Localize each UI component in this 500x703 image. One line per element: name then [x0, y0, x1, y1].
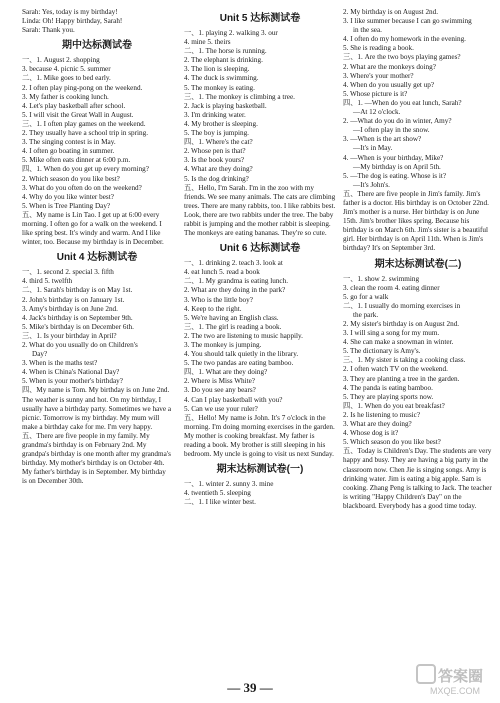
- answer-line: 一、1. playing 2. walking 3. our: [184, 29, 278, 37]
- answer-line: 4. My brother is sleeping.: [184, 119, 258, 128]
- answer-line: 5. They are playing sports now.: [343, 392, 434, 401]
- page-number: — 39 —: [227, 680, 273, 695]
- answer-line: 二、1. I like winter best.: [184, 498, 256, 507]
- final1-answers: [184, 480, 336, 507]
- answer-line: 4. —When is your birthday, Mike?: [343, 153, 444, 162]
- answer-line: 四、1. When do you eat breakfast?: [343, 401, 445, 410]
- midterm-answers: [22, 56, 172, 211]
- answer-line: 3. The singing contest is in May.: [22, 138, 116, 147]
- answer-line: 5. Which season do you like best?: [343, 438, 441, 447]
- column-middle: [184, 8, 336, 508]
- watermark-logo: [416, 663, 494, 697]
- answer-line: the park.: [353, 310, 379, 319]
- answer-line: —It's in May.: [353, 144, 393, 153]
- answer-line: Day?: [32, 350, 48, 359]
- answer-line: 5. —The dog is eating. Whose is it?: [343, 171, 447, 180]
- answer-line: 5. The two pandas are eating bamboo.: [184, 359, 294, 368]
- answer-line: 二、1. Sarah's birthday is on May 1st.: [22, 286, 133, 295]
- answer-line: 3. Who is the little boy?: [184, 295, 253, 304]
- unit4-passage: 四、My name is Tom. My birthday is on June 2nd. The weather is sunny and hot. On my birthday, I usually have a birthday party. Sometimes we have a picnic. Tomorrow is my birthday. My mum will make a birthday cake for me. I'm very happy.: [22, 386, 172, 431]
- answer-line: 5. Mike often eats dinner at 6:00 p.m.: [22, 156, 131, 165]
- answer-line: 2. Where is Miss White?: [184, 377, 255, 386]
- answer-line: 2. The two are listening to music happily.: [184, 331, 303, 340]
- answer-line: 二、1. My grandma is eating lunch.: [184, 277, 289, 286]
- answer-line: 4. mine 5. theirs: [184, 38, 231, 47]
- answer-line: Sarah: Thank you.: [22, 26, 75, 35]
- answer-line: 4. eat lunch 5. read a book: [184, 268, 260, 277]
- answer-line: 4. Keep to the right.: [184, 304, 242, 313]
- answer-line: 3. I'm drinking water.: [184, 110, 246, 119]
- dialogue-lines: [22, 8, 172, 35]
- svg-text:答案圈: 答案圈: [438, 668, 484, 685]
- final2-passage: 五、Today is Children's Day. The students are very happy and busy. They are having a big party in the classroom now. Chen Jie is singing songs. Amy is drinking water. Jim is eating a big apple. Sam is cooking. Zhang Peng is talking to Jack. The teacher is writing "Happy Children's Day" on the blackboard. Everybody has a good time today.: [343, 447, 492, 510]
- answer-line: 4. Whose dog is it?: [343, 429, 399, 438]
- answer-line: 2. I often play ping-pong on the weekend.: [22, 83, 143, 92]
- answer-line: 三、1. My sister is taking a cooking class.: [343, 356, 466, 365]
- answer-line: —I often play in the snow.: [353, 126, 430, 135]
- answer-line: 4. The panda is eating bamboo.: [343, 383, 433, 392]
- answer-line: 3. I will sing a song for my mum.: [343, 329, 440, 338]
- answer-line: 2. Which season do you like best?: [22, 174, 120, 183]
- answer-line: 三、1. The girl is reading a book.: [184, 322, 282, 331]
- answer-line: 5. Whose picture is it?: [343, 89, 408, 98]
- final1-passage: 五、There are five people in Jim's family. Jim's father is a doctor. His birthday is on October 22nd. Jim's mother is a nurse. Her birthday is on June 15th. Jim's brother likes spring. Because his birthday is on March 6th. Jim's sister is a beautiful girl. Her birthday is on April 11th. When is Jim's birthday? It's on September 3rd.: [343, 189, 489, 253]
- unit5-passage: 五、Hello, I'm Sarah. I'm in the zoo with my friends. We see many animals. The cats are climbing trees. There are many rabbits, too. I like rabbits best. Look, there are two rabbits under the tree. The baby rabbit is jumping and the mother rabbit is sleeping. The monkeys are eating bananas. They're so cute.: [184, 183, 336, 238]
- unit5-answers: [184, 29, 336, 184]
- answer-line: 5. The dictionary is Amy's.: [343, 347, 421, 356]
- column-left: [22, 8, 172, 487]
- answer-line: Sarah: Yes, today is my birthday!: [22, 8, 118, 16]
- unit4-passage-2: 五、There are five people in my family. My grandma's birthday is on February 2nd. My grandpa's birthday is one month after my grandma's birthday. My mother's birthday is on October 4th. My father's birthday is in September. My birthday is on December 30th.: [22, 431, 171, 486]
- answer-line: 4. You should talk quietly in the library.: [184, 350, 299, 359]
- answer-line: 3. Do you see any bears?: [184, 386, 256, 395]
- answer-line: 5. She is reading a book.: [343, 44, 414, 53]
- answer-line: 5. We're having an English class.: [184, 313, 279, 322]
- answer-line: 4. third 5. twelfth: [22, 277, 73, 286]
- answer-line: 一、1. August 2. shopping: [22, 56, 100, 65]
- answer-line: 5. When is Tree Planting Day?: [22, 201, 111, 210]
- answer-line: 2. John's birthday is on January 1st.: [22, 295, 125, 304]
- answer-line: Linda: Oh! Happy birthday, Sarah!: [22, 17, 123, 26]
- answer-line: 二、1. Mike goes to bed early.: [22, 74, 111, 83]
- answer-line: 4. What are they doing?: [184, 165, 253, 174]
- answer-line: 4. Jack's birthday is on September 9th.: [22, 313, 133, 322]
- answer-line: 3. When is the maths test?: [22, 359, 98, 368]
- answer-line: 4. Let's play basketball after school.: [22, 101, 126, 110]
- answer-line: 3. What are they doing?: [343, 420, 412, 429]
- answer-line: 5. The boy is jumping.: [184, 129, 249, 138]
- answer-line: 5. Is the dog drinking?: [184, 174, 249, 183]
- answer-line: 5. I will visit the Great Wall in August.: [22, 110, 134, 119]
- answer-line: 2. What are they doing in the park?: [184, 286, 286, 295]
- answer-line: 4. The duck is swimming.: [184, 74, 259, 83]
- unit4-answers: [22, 268, 172, 386]
- answer-line: 2. —What do you do in winter, Amy?: [343, 117, 452, 126]
- answer-line: 2. My sister's birthday is on August 2nd.: [343, 320, 460, 328]
- svg-text:MXQE.COM: MXQE.COM: [430, 686, 481, 696]
- answer-line: 4. I often do my homework in the evening.: [343, 35, 466, 44]
- answer-line: in the sea.: [353, 26, 382, 35]
- answer-line: 一、1. winter 2. sunny 3. mine: [184, 480, 274, 489]
- answer-line: 2. Jack is playing basketball.: [184, 101, 267, 110]
- answer-line: 四、1. Where's the cat?: [184, 138, 253, 147]
- final2-answers: [343, 275, 493, 448]
- answer-line: 四、1. When do you get up every morning?: [22, 165, 149, 174]
- unit5-heading: Unit 5 达标测试卷: [219, 13, 301, 24]
- answer-line: 3. —When is the art show?: [343, 135, 422, 144]
- answer-line: 5. Can we use your ruler?: [184, 404, 258, 413]
- answer-line: 2. What are the monkeys doing?: [343, 62, 436, 71]
- answer-line: 4. She can make a snowman in winter.: [343, 338, 454, 347]
- answer-line: 3. Is the book yours?: [184, 156, 245, 165]
- answer-line: 5. When is your mother's birthday?: [22, 377, 123, 386]
- answer-line: 5. Mike's birthday is on December 6th.: [22, 322, 134, 331]
- answer-line: 2. My birthday is on August 2nd.: [343, 8, 439, 16]
- answer-line: 3. because 4. picnic 5. summer: [22, 65, 111, 74]
- answer-line: 三、1. The monkey is climbing a tree.: [184, 92, 295, 101]
- column-right: [343, 8, 493, 511]
- answer-line: 2. They usually have a school trip in spring.: [22, 129, 149, 138]
- answer-line: 4. Why do you like winter best?: [22, 192, 114, 201]
- answer-line: 二、1. I usually do morning exercises in: [343, 301, 461, 310]
- answer-line: 三、1. Are the two boys playing games?: [343, 53, 461, 62]
- answer-line: 3. I like summer because I can go swimming: [343, 17, 472, 26]
- unit6-heading: Unit 6 达标测试卷: [219, 243, 301, 255]
- answer-line: 5. The monkey is eating.: [184, 83, 255, 92]
- answer-line: 5. go for a walk: [343, 292, 389, 301]
- answer-line: —It's John's.: [353, 180, 390, 189]
- answer-line: 一、1. show 2. swimming: [343, 274, 420, 283]
- answer-line: —At 12 o'clock.: [353, 108, 401, 117]
- answer-line: 2. Is he listening to music?: [343, 410, 421, 419]
- answer-line: 4. When is China's National Day?: [22, 368, 120, 377]
- answer-line: 一、1. second 2. special 3. fifth: [22, 268, 114, 277]
- answer-line: 4. When do you usually get up?: [343, 80, 435, 89]
- answer-line: 3. Where's your mother?: [343, 71, 414, 80]
- answer-line: 2. Whose pen is that?: [184, 147, 246, 156]
- answer-line: 二、1. The horse is running.: [184, 47, 267, 56]
- answer-line: 2. I often watch TV on the weekend.: [343, 365, 448, 374]
- answer-line: 四、1. —When do you eat lunch, Sarah?: [343, 98, 462, 107]
- answer-line: 3. Amy's birthday is on June 2nd.: [22, 304, 118, 313]
- answer-line: 三、1. Is your birthday in April?: [22, 331, 117, 340]
- final1-continued-answers: [343, 8, 493, 190]
- answer-line: 2. What do you usually do on Children's: [22, 341, 138, 349]
- answer-line: 4. Can I play basketball with you?: [184, 395, 283, 404]
- answer-line: —My birthday is on April 5th.: [353, 162, 441, 171]
- unit4-heading: Unit 4 达标测试卷: [56, 252, 138, 264]
- answer-line: 3. What do you often do on the weekend?: [22, 183, 142, 192]
- answer-line: 三、1. I often play games on the weekend.: [22, 119, 146, 128]
- answer-line: 四、1. What are they doing?: [184, 368, 268, 377]
- unit6-passage: 五、Hello! My name is John. It's 7 o'clock in the morning. I'm doing morning exercises in the garden. My mother is cooking breakfast. My father is reading a book. My brother is still sleeping in his bedroom. My uncle is going to visit us next Sunday.: [184, 413, 335, 459]
- answer-line: 3. They are planting a tree in the garden.: [343, 374, 460, 383]
- answer-line: 一、1. drinking 2. teach 3. look at: [184, 259, 283, 268]
- midterm-passage: 五、My name is Lin Tao. I get up at 6:00 every morning. I often go for a walk on the weekend. I like spring best. It's windy and warm. And I like winter, too. Because my birthday is in December.: [22, 210, 164, 247]
- answer-line: 3. The monkey is jumping.: [184, 341, 262, 349]
- final2-heading: 期末达标测试卷(二): [374, 258, 462, 270]
- unit6-answers: [184, 259, 336, 414]
- answer-line: 3. clean the room 4. eating dinner: [343, 283, 440, 292]
- midterm-heading: 期中达标测试卷: [62, 40, 132, 52]
- answer-line: 3. My father is cooking lunch.: [22, 92, 109, 101]
- answer-line: 4. I often go boating in summer.: [22, 147, 115, 156]
- answer-line: 3. The lion is sleeping.: [184, 65, 250, 74]
- answer-line: 4. twentieth 5. sleeping: [184, 489, 251, 498]
- final1-heading: 期末达标测试卷(一): [216, 464, 304, 476]
- answer-line: 2. The elephant is drinking.: [184, 56, 263, 65]
